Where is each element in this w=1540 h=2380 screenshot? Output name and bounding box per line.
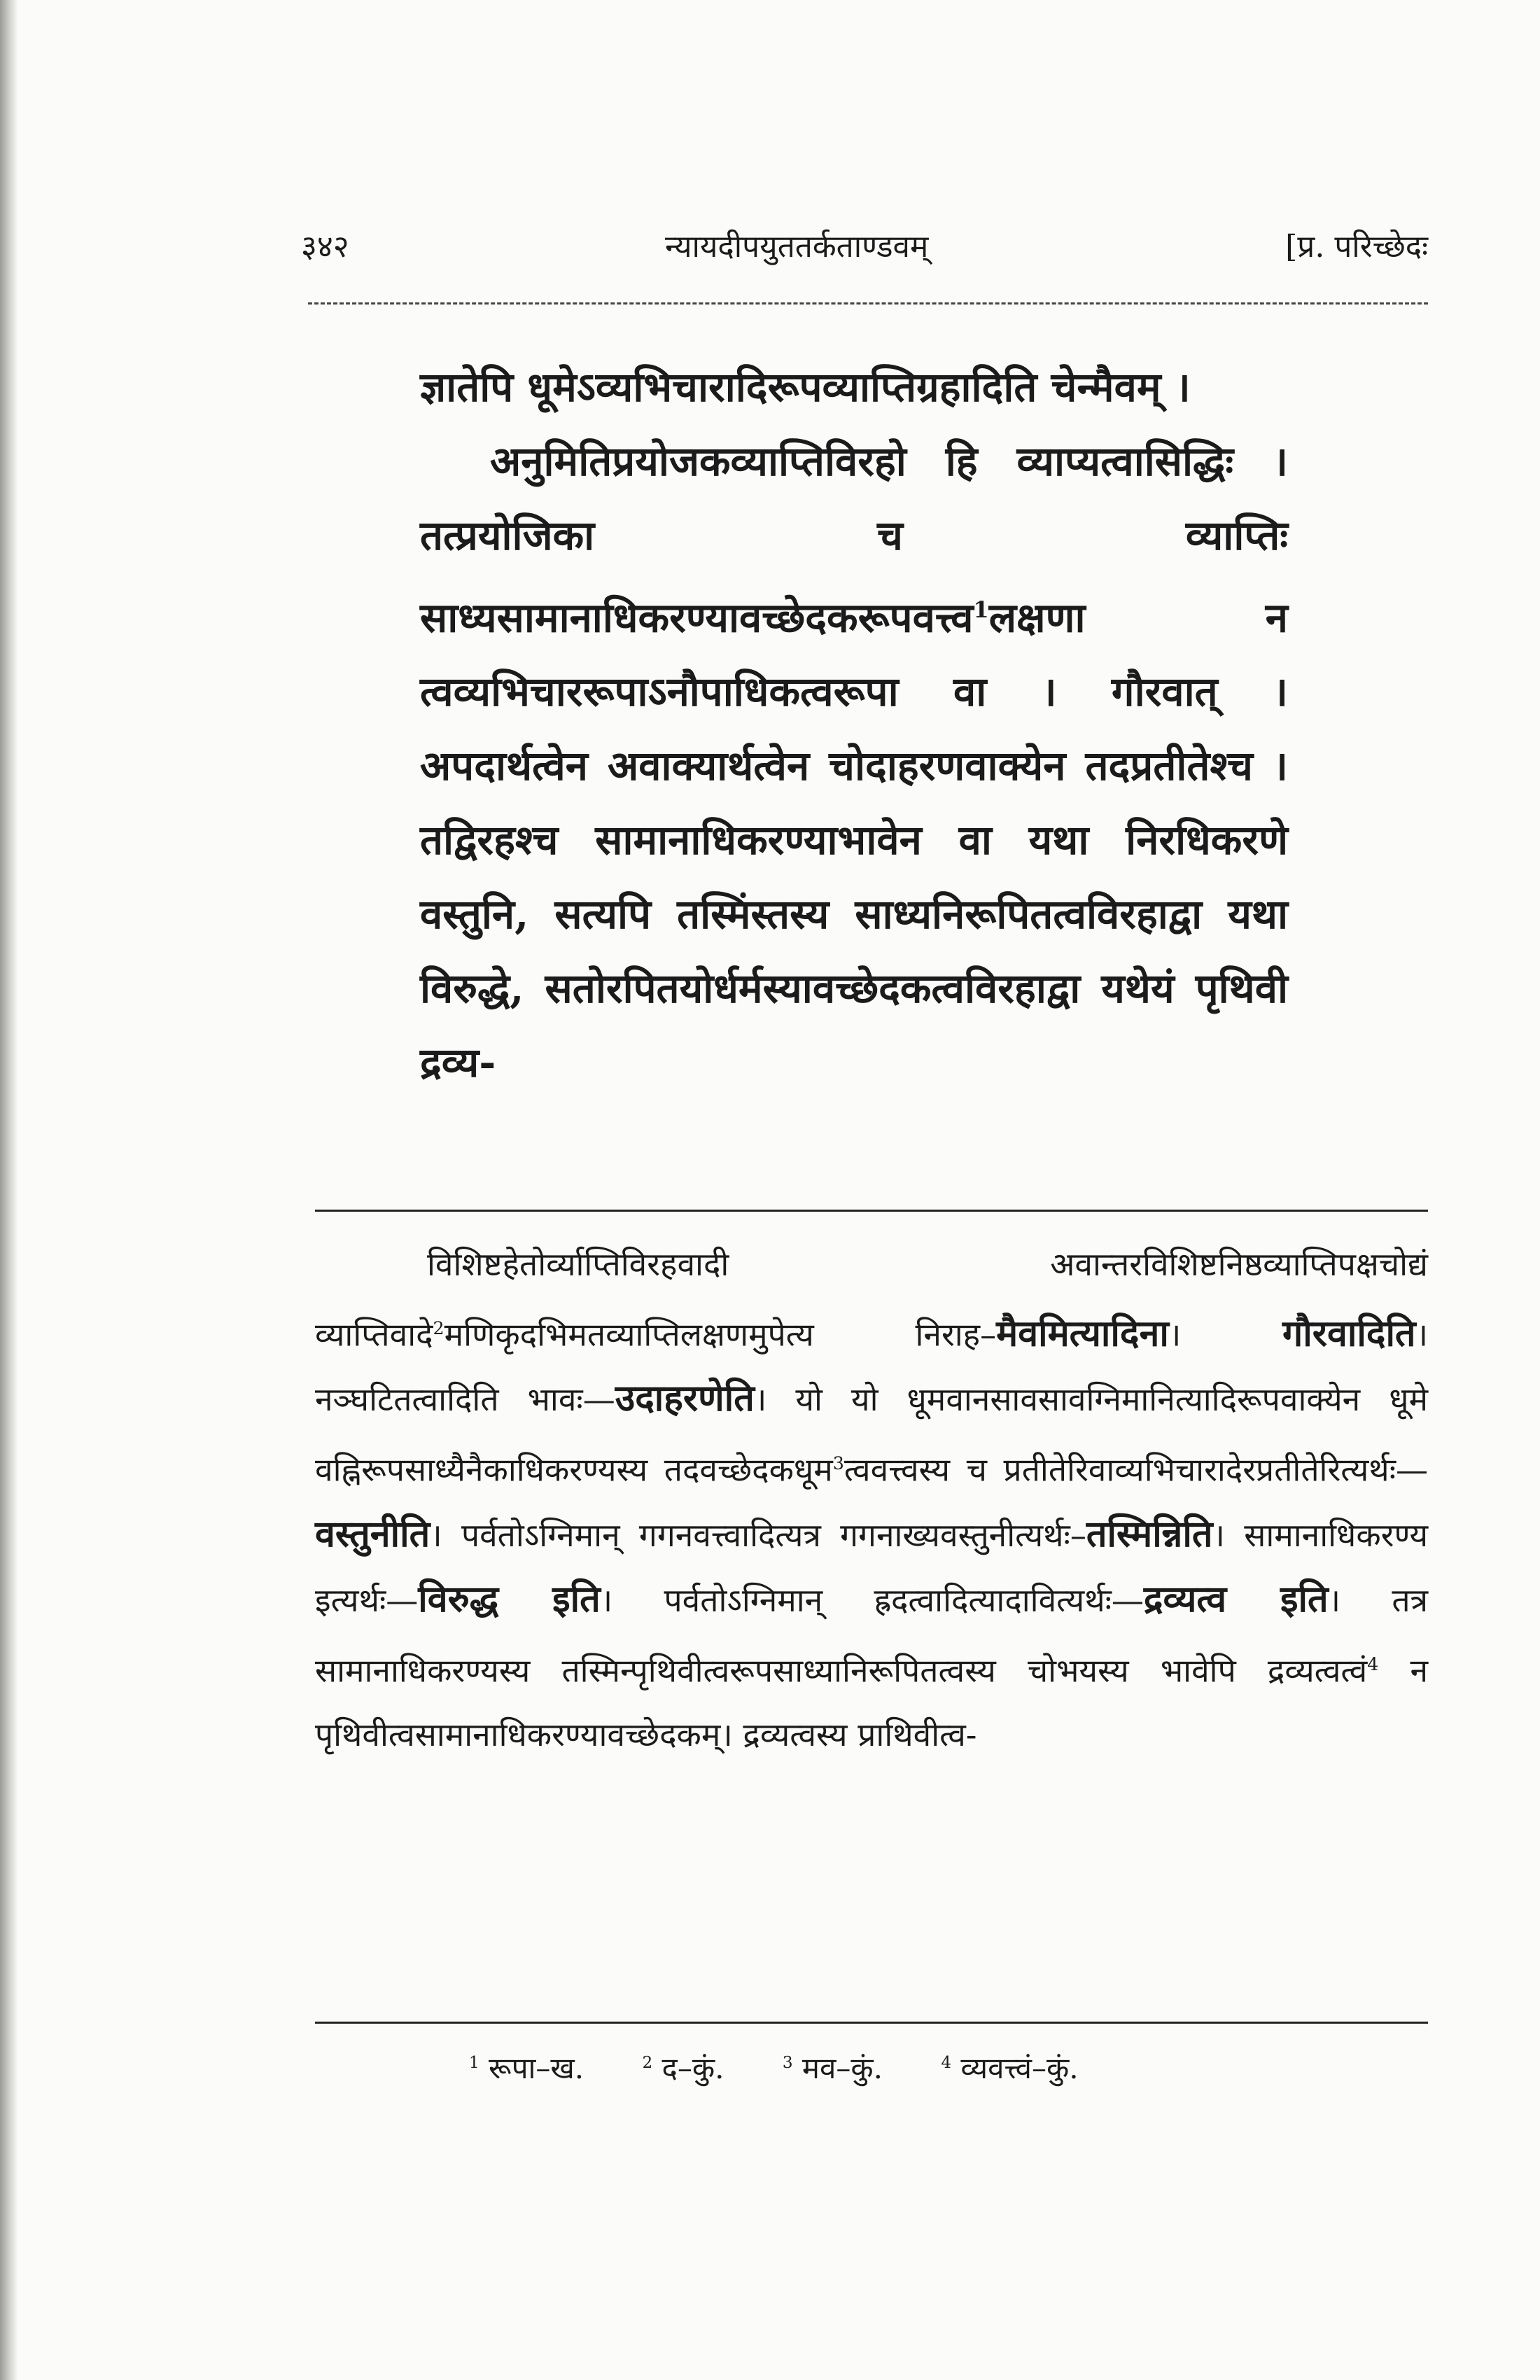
commentary-text: विशिष्टहेतोर्व्याप्तिविरहवादी अवान्तरविशिष्टनिष्ठव्याप्तिपक्षचोद्यं व्याप्तिवादे	[315, 1245, 1428, 1354]
footnote-number: 1	[469, 2054, 479, 2072]
commentary-lemma: मैवमित्यादिना	[996, 1312, 1169, 1355]
commentary-lemma: उदाहरणेति	[615, 1377, 755, 1420]
commentary-text: । तत्र सामानाधिकरण्यस्य तस्मिन्पृथिवीत्वरूपसाध्यानिरूपितत्वस्य चोभयस्य भावेपि द्रव्यत्वत्वं	[315, 1581, 1428, 1689]
footnotes	[469, 2047, 1309, 2087]
commentary-text: त्ववत्त्वस्य च प्रतीतेरिवाव्यभिचारादेरप्रतीतेरित्यर्थः—	[844, 1450, 1428, 1489]
footnote-marker-4: 4	[1367, 1653, 1379, 1674]
footnote-marker-3: 3	[832, 1453, 844, 1474]
commentary-lemma: वस्तुनीति	[315, 1512, 430, 1555]
running-title: न्यायदीपयुततर्कताण्डवम्	[665, 229, 929, 265]
footnote-3	[783, 2051, 883, 2085]
commentary-lemma: तस्मिन्निति	[1086, 1512, 1213, 1555]
commentary-text: । सामानाधिकरण्य इत्यर्थः—	[315, 1516, 1429, 1619]
footnote-divider	[315, 2022, 1428, 2024]
page-binding-edge	[0, 0, 18, 2380]
commentary-text: । पर्वतोऽग्निमान् गगनवत्त्वादित्यत्र गगनाख्यवस्तुनीत्यर्थः–	[430, 1516, 1086, 1554]
footnote-text: द–कुं.	[652, 2051, 724, 2085]
page-header	[301, 224, 1428, 280]
commentary-text: ।	[1168, 1315, 1282, 1354]
main-text-part-b: लक्षणा न त्वव्यभिचाररूपाऽनौपाधिकत्वरूपा वा । गौरवात् । अपदार्थत्वेन अवाक्यार्थत्वेन चोदाहरणवाक्येन तदप्रतीतेश्च । तद्विरहश्च सामानाधिकरण्याभावेन वा यथा निरधिकरणे वस्तुनि, सत्यपि तस्मिंस्तस्य साध्यनिरूपितत्वविरहाद्वा यथा विरुद्धे, सतोरपितयोर्धर्मस्यावच्छेदकत्वविरहाद्वा यथेयं पृथिवी द्रव्य-	[420, 594, 1288, 1087]
footnote-number: 3	[782, 2054, 793, 2072]
footnote-marker-1: 1	[973, 596, 989, 623]
main-text	[420, 350, 1288, 1100]
main-paragraph-2	[420, 424, 1288, 1100]
footnote-number: 2	[642, 2054, 653, 2072]
commentary-text: । यो यो धूमवानसावसावग्निमानित्यादिरूपवाक्येन धूमे वह्निरूपसाध्यैनैकाधिकरण्यस्य तदवच्छेदकधूम	[315, 1380, 1429, 1489]
commentary-text: मणिकृदभिमतव्याप्तिलक्षणमुपेत्य निराह–	[444, 1315, 997, 1354]
main-paragraph-1: ज्ञातेपि धूमेऽव्यभिचारादिरूपव्याप्तिग्रहादिति चेन्मैवम् ।	[420, 363, 1191, 411]
commentary-text: । पर्वतोऽग्निमान् ह्रदत्वादित्यादावित्यर्थः—	[600, 1581, 1144, 1619]
footnote-text: रूपा–ख.	[479, 2051, 584, 2085]
page-number: ३४२	[301, 229, 349, 265]
commentary-paragraph	[315, 1232, 1428, 1767]
commentary-lemma: द्रव्यत्व इति	[1143, 1577, 1329, 1620]
footnote-1	[469, 2051, 584, 2085]
main-text-part-a: अनुमितिप्रयोजकव्याप्तिविरहो हि व्याप्यत्वासिद्धिः । तत्प्रयोजिका च व्याप्तिः साध्यसामानाधिकरण्यावच्छेदकरूपवत्त्व	[420, 438, 1288, 642]
commentary-text: न पृथिवीत्वसामानाधिकरण्यावच्छेदकम्। द्रव्यत्वस्य प्राथिवीत्व-	[315, 1651, 1428, 1754]
commentary-text: । नञ्घटितत्वादिति भावः—	[315, 1315, 1428, 1419]
commentary-lemma: गौरवादिति	[1282, 1312, 1416, 1355]
footnote-4	[941, 2051, 1078, 2085]
commentary-divider	[315, 1210, 1428, 1212]
footnote-marker-2: 2	[433, 1318, 444, 1338]
footnote-text: मव–कुं.	[792, 2051, 883, 2085]
footnote-number: 4	[941, 2054, 952, 2072]
footnote-2	[643, 2051, 724, 2085]
footnote-text: व्यवत्त्वं–कुं.	[951, 2051, 1079, 2085]
header-rule	[308, 302, 1428, 304]
commentary-lemma: विरुद्ध इति	[418, 1577, 601, 1620]
chapter-label: [प्र. परिच्छेदः	[1285, 229, 1428, 265]
commentary	[315, 1232, 1428, 1767]
